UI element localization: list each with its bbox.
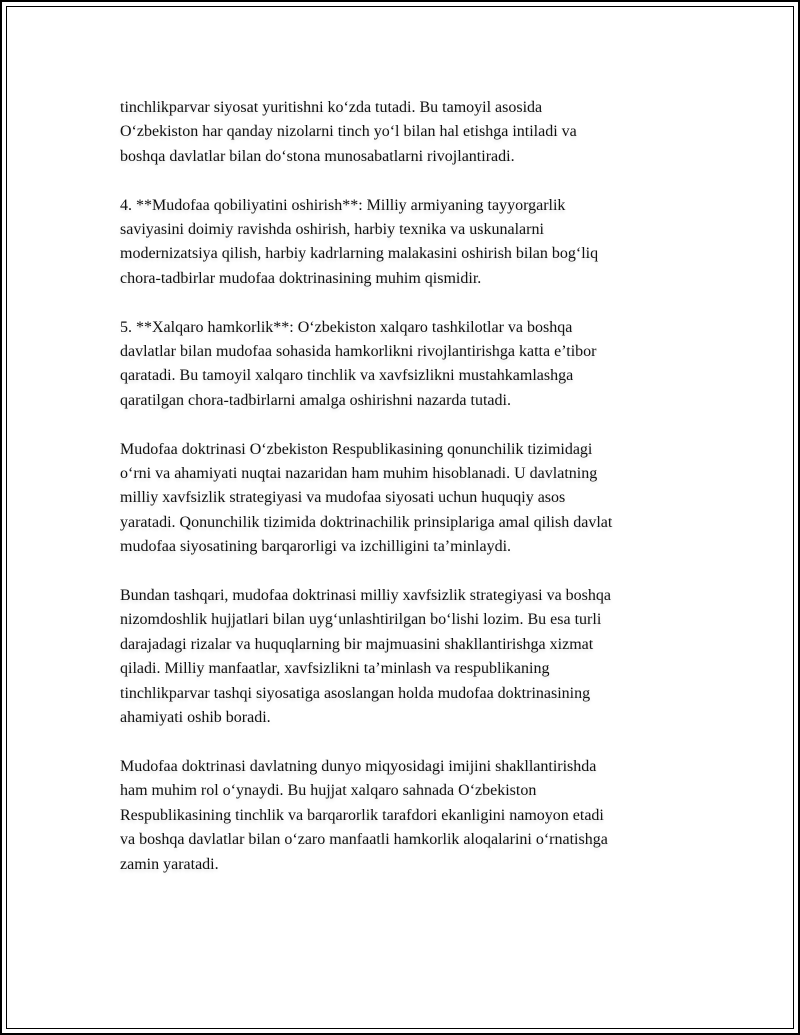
text-line: saviyasini doimiy ravishda oshirish, harbiy texnika va uskunalarni	[120, 221, 544, 239]
paragraph-defense-capability	[120, 194, 680, 292]
text-line: zamin yaratadi.	[120, 855, 219, 873]
text-line: Mudofaa doktrinasi davlatning dunyo miqyosidagi imijini shakllantirishda	[120, 757, 597, 775]
document-body	[120, 96, 680, 901]
text-line: Bundan tashqari, mudofaa doktrinasi milliy xavfsizlik strategiyasi va boshqa	[120, 587, 612, 605]
text-line: 4. **Mudofaa qobiliyatini oshirish**: Milliy armiyaning tayyorgarlik	[120, 196, 566, 214]
text-line: Respublikasining tinchlik va barqarorlik tarafdori ekanligini namoyon etadi	[120, 806, 604, 824]
paragraph-international-image	[120, 755, 680, 877]
text-line: tinchlikparvar siyosat yuritishni ko‘zda tutadi. Bu tamoyil asosida	[120, 99, 543, 116]
text-line: boshqa davlatlar bilan do‘stona munosabatlarni rivojlantiradi.	[120, 147, 515, 165]
text-line: ahamiyati oshib boradi.	[120, 709, 271, 727]
text-line: O‘zbekiston har qanday nizolarni tinch yo‘l bilan hal etishga intiladi va	[120, 123, 577, 141]
text-line: ham muhim rol o‘ynaydi. Bu hujjat xalqaro sahnada O‘zbekiston	[120, 782, 537, 800]
text-line: o‘rni va ahamiyati nuqtai nazaridan ham muhim hisoblanadi. U davlatning	[120, 465, 598, 483]
text-line: modernizatsiya qilish, harbiy kadrlarning malakasini oshirish bilan bog‘liq	[120, 245, 599, 263]
paragraph-legal-system	[120, 438, 680, 560]
paragraph-continuation	[120, 96, 680, 169]
text-line: tinchlikparvar tashqi siyosatiga asoslangan holda mudofaa doktrinasining	[120, 684, 591, 702]
paragraph-international-cooperation	[120, 316, 680, 414]
text-line: yaratadi. Qonunchilik tizimida doktrinachilik prinsiplariga amal qilish davlat	[120, 513, 613, 531]
text-line: darajadagi rizalar va huquqlarning bir majmuasini shakllantirishga xizmat	[120, 635, 594, 653]
paragraph-strategy-harmonization	[120, 584, 680, 730]
text-line: va boshqa davlatlar bilan o‘zaro manfaatli hamkorlik aloqalarini o‘rnatishga	[120, 831, 608, 849]
text-line: nizomdoshlik hujjatlari bilan uyg‘unlashtirilgan bo‘lishi lozim. Bu esa turli	[120, 611, 602, 629]
text-line: milliy xavfsizlik strategiyasi va mudofaa siyosati uchun huquqiy asos	[120, 489, 566, 507]
text-line: qaratilgan chora-tadbirlarni amalga oshirishni nazarda tutadi.	[120, 391, 511, 409]
text-line: qaratadi. Bu tamoyil xalqaro tinchlik va xavfsizlikni mustahkamlashga	[120, 367, 574, 385]
text-line: chora-tadbirlar mudofaa doktrinasining muhim qismidir.	[120, 269, 482, 287]
text-line: 5. **Xalqaro hamkorlik**: O‘zbekiston xalqaro tashkilotlar va boshqa	[120, 318, 573, 336]
text-line: mudofaa siyosatining barqarorligi va izchilligini ta’minlaydi.	[120, 538, 512, 556]
text-line: qiladi. Milliy manfaatlar, xavfsizlikni ta’minlash va respublikaning	[120, 660, 550, 678]
text-line: davlatlar bilan mudofaa sohasida hamkorlikni rivojlantirishga katta e’tibor	[120, 343, 597, 361]
text-line: Mudofaa doktrinasi O‘zbekiston Respublikasining qonunchilik tizimidagi	[120, 440, 593, 458]
